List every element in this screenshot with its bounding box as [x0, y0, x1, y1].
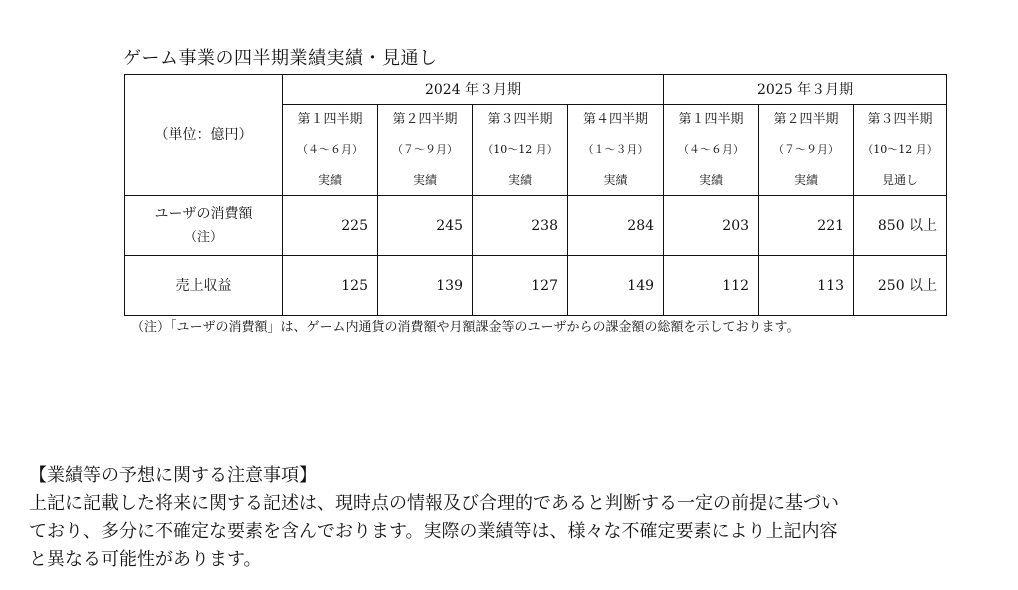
table-cell: 139	[378, 256, 473, 316]
table-cell: 203	[664, 196, 759, 256]
table-cell: 149	[568, 256, 664, 316]
caution-paragraph	[29, 490, 979, 574]
table-cell: 125	[283, 256, 378, 316]
caution-section	[29, 462, 979, 574]
table-cell: 284	[568, 196, 664, 256]
table-cell: 238	[473, 196, 568, 256]
table-footnote: （注）「ユーザの消費額」は、ゲーム内通貨の消費額や月額課金等のユーザからの課金額の総額を示しております。	[131, 320, 800, 335]
row-label	[125, 256, 283, 316]
quarter-months: （４～６月）	[678, 143, 745, 156]
quarter-status: 実績	[507, 173, 532, 187]
table-cell: 250 以上	[854, 256, 947, 316]
quarter-name: 第２四半期	[392, 112, 458, 127]
quarter-status: 実績	[317, 173, 342, 187]
caution-line: ており、多分に不確定な要素を含んでおります。実際の業績等は、様々な不確定要素により上記内容	[29, 521, 838, 542]
row-label-text: 売上収益	[175, 277, 232, 294]
table-row	[125, 196, 947, 256]
row-label	[125, 196, 283, 256]
period-header-fy2025: 2025 年３月期	[664, 75, 947, 105]
row-label-text: ユーザの消費額	[154, 205, 253, 222]
quarter-months: （４～６月）	[297, 143, 363, 156]
quarter-name: 第３四半期	[487, 112, 553, 127]
quarter-name: 第２四半期	[773, 112, 839, 127]
quarter-header	[568, 105, 664, 196]
quarter-name: 第３四半期	[867, 112, 933, 127]
quarter-months: （１～３月）	[582, 143, 649, 156]
unit-label: （単位：億円）	[125, 75, 283, 196]
quarter-months: （７～９月）	[773, 143, 840, 156]
table-cell: 221	[759, 196, 854, 256]
quarter-header	[378, 105, 473, 196]
table-cell: 245	[378, 196, 473, 256]
quarter-name: 第４四半期	[583, 112, 649, 127]
quarter-name: 第１四半期	[297, 112, 363, 127]
quarter-header	[759, 105, 854, 196]
quarter-status: 実績	[412, 173, 437, 187]
quarter-months: （10～12 月）	[862, 143, 938, 156]
quarter-months: （７～９月）	[392, 143, 458, 156]
table-cell: 850 以上	[854, 196, 947, 256]
table-cell: 113	[759, 256, 854, 316]
caution-line: 上記に記載した将来に関する記述は、現時点の情報及び合理的であると判断する一定の前提に基づい	[29, 493, 839, 514]
caution-line: と異なる可能性があります。	[29, 549, 262, 570]
quarter-status: 実績	[603, 173, 628, 187]
quarter-header	[283, 105, 378, 196]
table-cell: 127	[473, 256, 568, 316]
row-footnote-marker: （注）	[183, 229, 223, 245]
quarterly-results-table	[124, 74, 947, 316]
quarter-months: （10～12 月）	[482, 143, 558, 156]
quarter-header	[854, 105, 947, 196]
quarter-name: 第１四半期	[678, 112, 744, 127]
table-cell: 225	[283, 196, 378, 256]
table-row	[125, 256, 947, 316]
quarter-header	[664, 105, 759, 196]
quarter-status: 見通し	[882, 173, 919, 187]
quarter-status: 実績	[699, 173, 724, 187]
quarter-status: 実績	[794, 173, 819, 187]
table-cell: 112	[664, 256, 759, 316]
caution-heading: 【業績等の予想に関する注意事項】	[29, 465, 317, 486]
page-title: ゲーム事業の四半期業績実績・見通し	[123, 48, 438, 69]
quarter-header	[473, 105, 568, 196]
period-header-fy2024: 2024 年３月期	[283, 75, 664, 105]
